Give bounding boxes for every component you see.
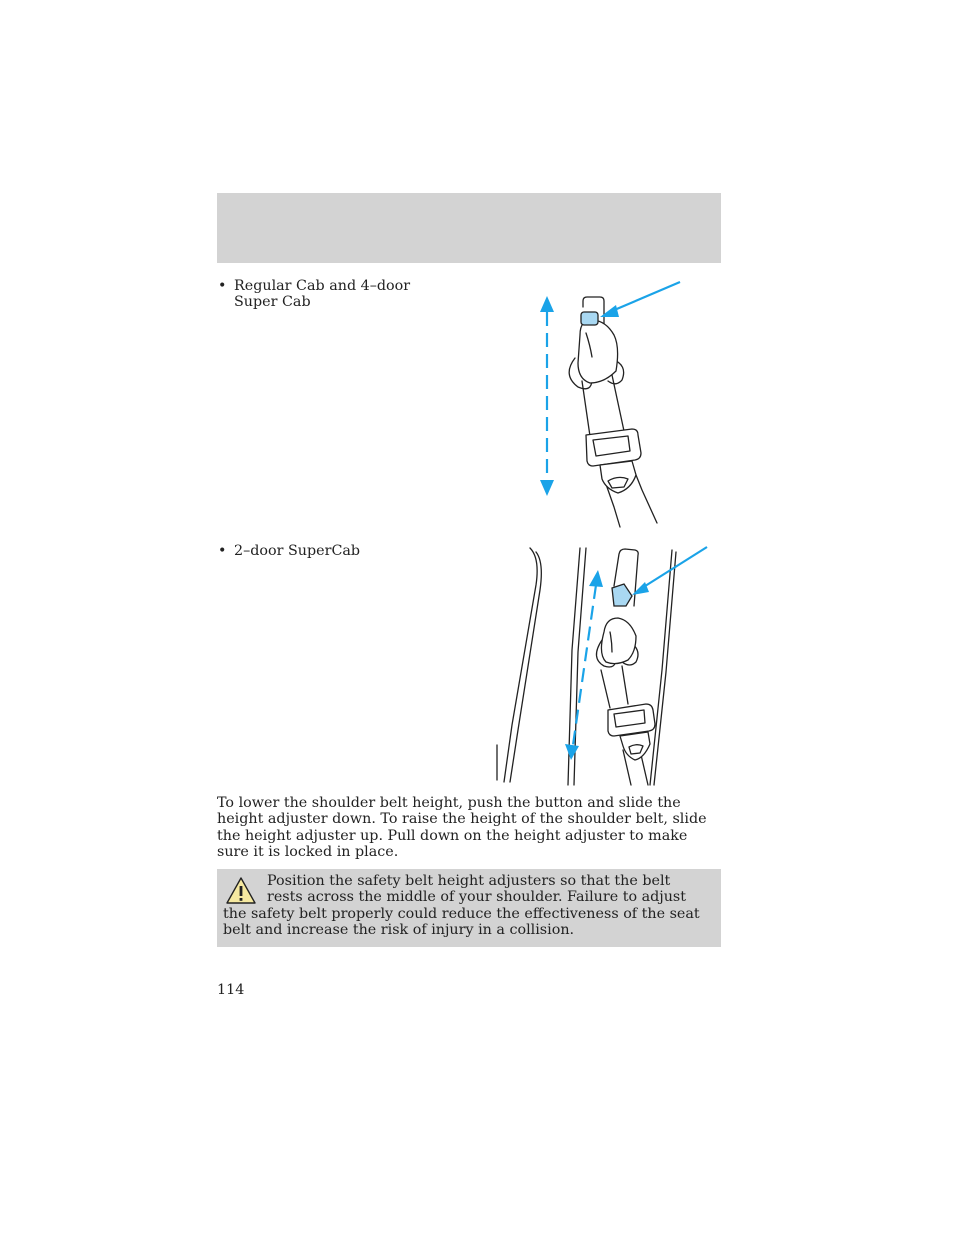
up-down-arrow [540, 296, 554, 496]
bullet-text: 2–door SuperCab [234, 543, 361, 559]
header-band [217, 193, 721, 263]
bullet-text: Regular Cab and 4–door Super Cab [234, 278, 411, 310]
height-adjuster-button [581, 312, 598, 325]
figure-2door-supercab-belt-adjuster [490, 540, 720, 790]
warning-box [217, 869, 721, 947]
warning-text: Position the safety belt height adjusters so that the belt rests across the middle of your shoulder. Failure to adjust the safety belt properly could reduce the effectiveness of the seat belt and increase the risk of injury in a collision. [223, 873, 700, 939]
height-adjuster-button [612, 584, 632, 606]
pointer-arrow [600, 282, 680, 317]
body-paragraph: To lower the shoulder belt height, push the button and slide the height adjuster down. To raise the height of the shoulder belt, slide the height adjuster up. Pull down on the height adjuster to make sure it is locked in place. [217, 795, 707, 861]
bullet-symbol: • [218, 543, 227, 559]
bullet-2door-supercab [218, 543, 458, 559]
bullet-symbol: • [218, 278, 227, 294]
up-down-arrow [565, 570, 603, 760]
bullet-regular-cab [218, 278, 458, 310]
figure-regular-cab-belt-adjuster [520, 275, 700, 535]
page-number: 114 [217, 982, 245, 998]
